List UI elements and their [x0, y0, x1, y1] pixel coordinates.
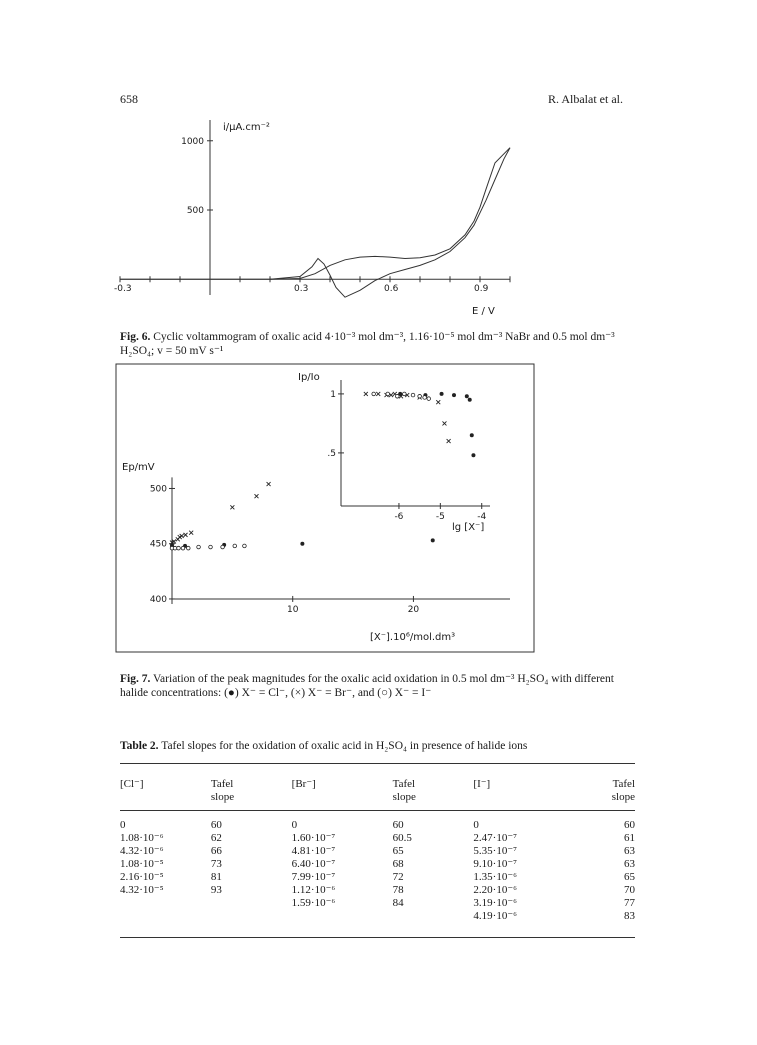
- fig7-inset-point-open: [386, 392, 390, 396]
- fig7-inset-point-open: [418, 394, 422, 398]
- fig6-y-tick-label: 500: [186, 206, 204, 216]
- table-cell: 5.35·10⁻⁷: [473, 845, 517, 857]
- table2-caption-label: Table 2.: [120, 740, 159, 752]
- table-cell: 4.32·10⁻⁶: [120, 845, 164, 857]
- table-cell: 84: [392, 897, 404, 909]
- fig7-main-point-x: [230, 505, 234, 509]
- fig7-main-point-open: [177, 546, 181, 550]
- table-row: [120, 832, 635, 845]
- running-head-authors: R. Albalat et al.: [548, 92, 623, 106]
- table-cell: 1.60·10⁻⁷: [291, 832, 336, 844]
- fig7-inset-point-filled: [471, 453, 475, 457]
- fig6-y-tick-label: 1000: [181, 136, 204, 147]
- table-cell: 1.08·10⁻⁶: [120, 832, 164, 844]
- fig7-inset-point-open: [411, 393, 415, 397]
- table-cell: 78: [392, 884, 404, 896]
- table-cell: 77: [624, 897, 635, 909]
- fig7-inset-point-open: [372, 392, 376, 396]
- table-cell: 65: [624, 871, 635, 883]
- fig7-main-point-open: [233, 544, 237, 548]
- fig7-main-y-tick-label: 450: [149, 539, 167, 550]
- fig7-inset-plot: [327, 380, 490, 522]
- table-cell: 0: [473, 819, 479, 831]
- table-subheader-row: [120, 791, 635, 811]
- table-cell: 2.20·10⁻⁶: [473, 884, 517, 896]
- table-cell: 60.5: [392, 832, 412, 844]
- fig7-main-y-label: Ep/mV: [122, 462, 155, 473]
- table-cell: 93: [210, 884, 222, 896]
- fig7-main-y-tick-label: 400: [149, 594, 167, 605]
- table-cell: 61: [624, 832, 635, 844]
- figure-6-voltammogram: [110, 110, 650, 325]
- fig6-x-axis-label: E / V: [472, 306, 495, 317]
- fig6-curves: [120, 148, 510, 298]
- figure-7-caption: [120, 672, 640, 700]
- table-cell: 1.08·10⁻⁵: [120, 858, 164, 870]
- fig7-inset-point-filled: [470, 433, 474, 437]
- fig7-main-point-open: [173, 546, 177, 550]
- fig7-inset-y-tick-label: .5: [327, 448, 336, 459]
- table-cell: 0: [120, 819, 126, 831]
- table2-caption-text: Tafel slopes for the oxidation of oxalic acid in H₂SO₄ in presence of halide ions: [161, 740, 528, 752]
- fig7-main-point-open: [186, 546, 190, 550]
- fig7-inset-point-filled: [452, 393, 456, 397]
- fig7-main-y-tick-label: 500: [149, 484, 167, 495]
- table-cell: 9.10·10⁻⁷: [473, 858, 517, 870]
- fig6-axes: [120, 120, 510, 295]
- table-cell: 62: [210, 832, 222, 844]
- fig7-main-point-open: [209, 545, 213, 549]
- fig7-frame: [116, 364, 534, 652]
- fig7-main-point-open: [221, 545, 225, 549]
- fig7-inset-x-tick-label: -6: [394, 512, 404, 522]
- fig7-inset-point-open: [423, 396, 427, 400]
- fig7-inset-point-x: [364, 392, 368, 396]
- fig7-main-point-x: [255, 494, 259, 498]
- table-cell: [120, 897, 211, 910]
- fig7-main-point-filled: [300, 542, 304, 546]
- fig7-inset-point-filled: [465, 394, 469, 398]
- table-cell: [292, 910, 393, 938]
- figure-7-peak-plot: [110, 358, 540, 658]
- table-cell: 63: [624, 858, 635, 870]
- table-row: [120, 858, 635, 871]
- fig7-inset-x-tick-label: -4: [477, 512, 487, 522]
- table-cell: 1.35·10⁻⁶: [473, 871, 517, 883]
- fig7-main-point-filled: [431, 538, 435, 542]
- table-cell: 0: [291, 819, 298, 831]
- table-cell: 4.81·10⁻⁷: [291, 845, 336, 857]
- table-cell: 3.19·10⁻⁶: [473, 897, 517, 909]
- fig7-main-x-label: [X⁻].10⁶/mol.dm³: [370, 632, 456, 643]
- table-cell: [211, 897, 292, 910]
- fig7-inset-point-x: [376, 392, 380, 396]
- table-row: [120, 910, 635, 938]
- col-subheader: [292, 791, 393, 811]
- table-cell: 60: [624, 819, 635, 831]
- fig7-inset-y-tick-label: 1: [330, 389, 336, 400]
- table-cell: 6.40·10⁻⁷: [291, 858, 336, 870]
- table-cell: [393, 910, 474, 938]
- fig7-main-plot: [150, 477, 510, 615]
- fig7-main-point-open: [243, 544, 247, 548]
- fig6-y-axis-label: i/μA.cm⁻²: [223, 122, 270, 133]
- fig7-inset-x-label: lg [X⁻]: [452, 522, 485, 533]
- table-cell: 73: [210, 858, 222, 870]
- table-row: [120, 897, 635, 910]
- table-header-row: [120, 764, 635, 792]
- col-header-cl: [Cl⁻]: [120, 764, 211, 792]
- col-subheader: slope: [393, 791, 474, 811]
- fig6-caption-label: Fig. 6.: [120, 331, 151, 343]
- table-cell: 70: [624, 884, 635, 896]
- col-subheader: slope: [574, 791, 635, 811]
- table-row: [120, 884, 635, 897]
- fig7-inset-point-open: [403, 392, 407, 396]
- fig7-caption-label: Fig. 7.: [120, 673, 151, 685]
- fig6-x-tick-label: 0.9: [474, 284, 489, 295]
- fig6-caption-text: Cyclic voltammogram of oxalic acid 4·10⁻³ mol dm⁻³, 1.16·10⁻⁵ mol dm⁻³ NaBr and 0.5 mol dm⁻³ H₂SO₄; v = 50 mV s⁻¹: [120, 331, 615, 357]
- table-row: [120, 845, 635, 858]
- table-cell: 4.32·10⁻⁵: [120, 884, 164, 896]
- table-cell: [120, 910, 211, 938]
- fig7-main-point-x: [267, 482, 271, 486]
- table-cell: 63: [624, 845, 635, 857]
- fig7-inset-y-label: Ip/Io: [298, 372, 320, 383]
- table-cell: 66: [210, 845, 222, 857]
- fig6-tick-labels: [114, 137, 489, 294]
- table-body: [120, 811, 635, 938]
- fig6-x-tick-label: 0.6: [384, 284, 399, 295]
- fig7-inset-point-open: [395, 394, 399, 398]
- fig6-x-tick-label: -0.3: [114, 284, 132, 295]
- fig7-inset-point-x: [447, 439, 451, 443]
- table-cell: 81: [210, 871, 222, 883]
- table-row: [120, 871, 635, 884]
- table-cell: 65: [392, 845, 404, 857]
- fig7-inset-point-filled: [468, 398, 472, 402]
- col-header-i: [I⁻]: [473, 764, 574, 792]
- page-number: 658: [120, 92, 138, 106]
- table-cell: 2.47·10⁻⁷: [473, 832, 517, 844]
- table-cell: [211, 910, 292, 938]
- fig7-main-x-tick-label: 10: [286, 604, 299, 615]
- table-cell: 4.19·10⁻⁶: [473, 910, 574, 938]
- fig7-inset-x-tick-label: -5: [435, 512, 445, 522]
- fig7-inset-point-filled: [440, 392, 444, 396]
- table-cell: 68: [392, 858, 404, 870]
- col-header-tafel-br: Tafel: [393, 764, 474, 792]
- fig7-main-point-open: [197, 545, 201, 549]
- table-row: [120, 811, 635, 833]
- col-header-tafel-i: Tafel: [574, 764, 635, 792]
- table-cell: 1.59·10⁻⁶: [291, 897, 336, 909]
- col-header-tafel-cl: Tafel: [211, 764, 292, 792]
- fig7-main-point-open: [181, 546, 185, 550]
- table-cell: 60: [210, 819, 222, 831]
- fig7-main-x-tick-label: 20: [407, 604, 420, 615]
- fig7-inset-point-open: [427, 397, 431, 401]
- table-cell: 72: [392, 871, 404, 883]
- col-subheader: slope: [211, 791, 292, 811]
- table-cell: 1.12·10⁻⁶: [291, 884, 336, 896]
- fig7-caption-text: Variation of the peak magnitudes for the oxalic acid oxidation in 0.5 mol dm⁻³ H₂SO₄ with different halide concentrations: (●) X⁻ = Cl⁻, (×) X⁻ = Br⁻, and (○) X⁻ = I⁻: [120, 673, 614, 699]
- table-cell: 7.99·10⁻⁷: [291, 871, 336, 883]
- col-subheader: [120, 791, 211, 811]
- col-header-br: [Br⁻]: [292, 764, 393, 792]
- fig7-main-point-x: [189, 531, 193, 535]
- fig7-main-point-x: [184, 533, 188, 537]
- fig7-inset-point-x: [442, 421, 446, 425]
- table-2-caption: [120, 740, 527, 752]
- fig7-inset-point-x: [436, 400, 440, 404]
- col-subheader: [473, 791, 574, 811]
- fig6-curve-reverse: [270, 148, 510, 298]
- fig6-x-tick-label: 0.3: [294, 284, 309, 295]
- table-cell: 83: [574, 910, 635, 938]
- table-2-tafel-slopes: [120, 763, 635, 938]
- figure-6-caption: [120, 330, 640, 358]
- table-cell: 60: [392, 819, 404, 831]
- fig6-curve-forward: [120, 148, 510, 280]
- table-cell: 2.16·10⁻⁵: [120, 871, 164, 883]
